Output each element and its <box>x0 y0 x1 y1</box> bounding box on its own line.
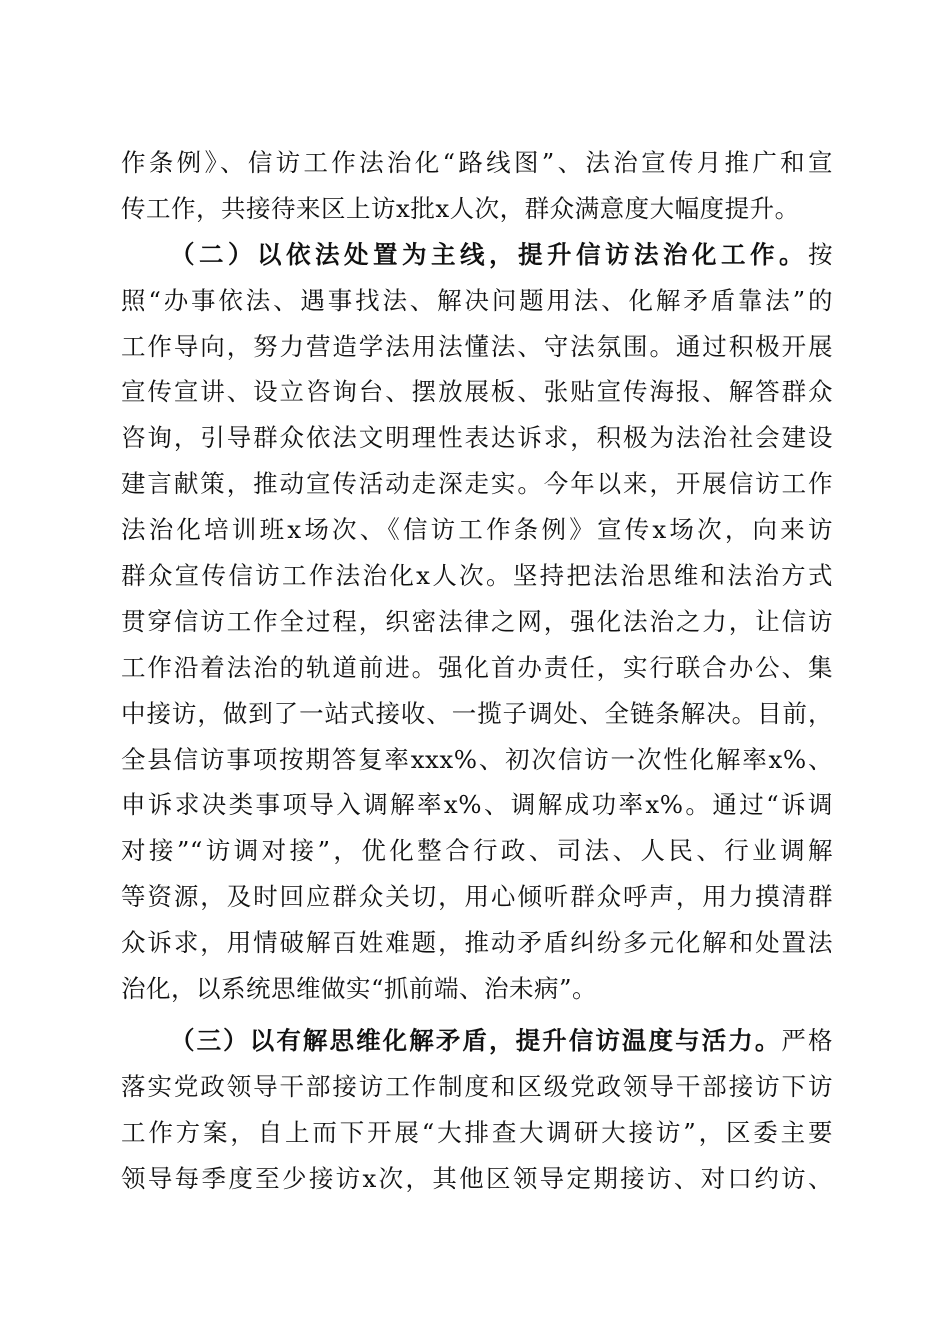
section-heading-2: （二）以依法处置为主线，提升信访法治化工作。 <box>170 239 808 269</box>
text-line: 领导每季度至少接访x次，其他区领导定期接访、对口约访、 <box>121 1163 833 1193</box>
text-run: 按 <box>808 239 833 269</box>
text-run: 严格 <box>781 1025 833 1055</box>
text-line: 宣传宣讲、设立咨询台、摆放展板、张贴宣传海报、解答群众 <box>121 377 833 407</box>
text-line: 工作沿着法治的轨道前进。强化首办责任，实行联合办公、集 <box>121 652 833 682</box>
text-line: 照“办事依法、遇事找法、解决问题用法、化解矛盾靠法”的 <box>121 285 833 315</box>
text-line: 落实党政领导干部接访工作制度和区级党政领导干部接访下访 <box>121 1071 833 1101</box>
section-heading-3: （三）以有解思维化解矛盾，提升信访温度与活力。 <box>170 1025 782 1055</box>
text-line: 贯穿信访工作全过程，织密法律之网，强化法治之力，让信访 <box>121 606 833 636</box>
text-line: 群众宣传信访工作法治化x人次。坚持把法治思维和法治方式 <box>121 561 833 591</box>
text-line: 作条例》、信访工作法治化“路线图”、法治宣传月推广和宣 <box>121 148 833 177</box>
text-line: 申诉求决类事项导入调解率x%、调解成功率x%。通过“诉调 <box>121 790 833 820</box>
text-line: 中接访，做到了一站式接收、一揽子调处、全链条解决。目前， <box>121 698 833 728</box>
text-line: 法治化培训班x场次、《信访工作条例》宣传x场次，向来访 <box>121 515 833 545</box>
text-line: 对接”“访调对接”，优化整合行政、司法、人民、行业调解 <box>121 836 833 866</box>
section-heading-line <box>121 232 833 278</box>
text-line: 全县信访事项按期答复率xxx%、初次信访一次性化解率x%、 <box>121 744 833 774</box>
text-line: 咨询，引导群众依法文明理性表达诉求，积极为法治社会建设 <box>121 423 833 453</box>
text-line: 等资源，及时回应群众关切，用心倾听群众呼声，用力摸清群 <box>121 882 833 912</box>
text-line: 传工作，共接待来区上访x批x人次，群众满意度大幅度提升。 <box>121 193 800 223</box>
text-line: 工作方案，自上而下开展“大排查大调研大接访”，区委主要 <box>121 1117 833 1147</box>
body-text <box>121 140 833 1201</box>
text-line: 建言献策，推动宣传活动走深走实。今年以来，开展信访工作 <box>121 469 833 499</box>
text-line: 工作导向，努力营造学法用法懂法、守法氛围。通过积极开展 <box>121 331 833 361</box>
section-heading-line <box>121 1018 833 1064</box>
text-line: 众诉求，用情破解百姓难题，推动矛盾纠纷多元化解和处置法 <box>121 928 833 958</box>
text-line: 治化，以系统思维做实“抓前端、治未病”。 <box>121 974 598 1004</box>
